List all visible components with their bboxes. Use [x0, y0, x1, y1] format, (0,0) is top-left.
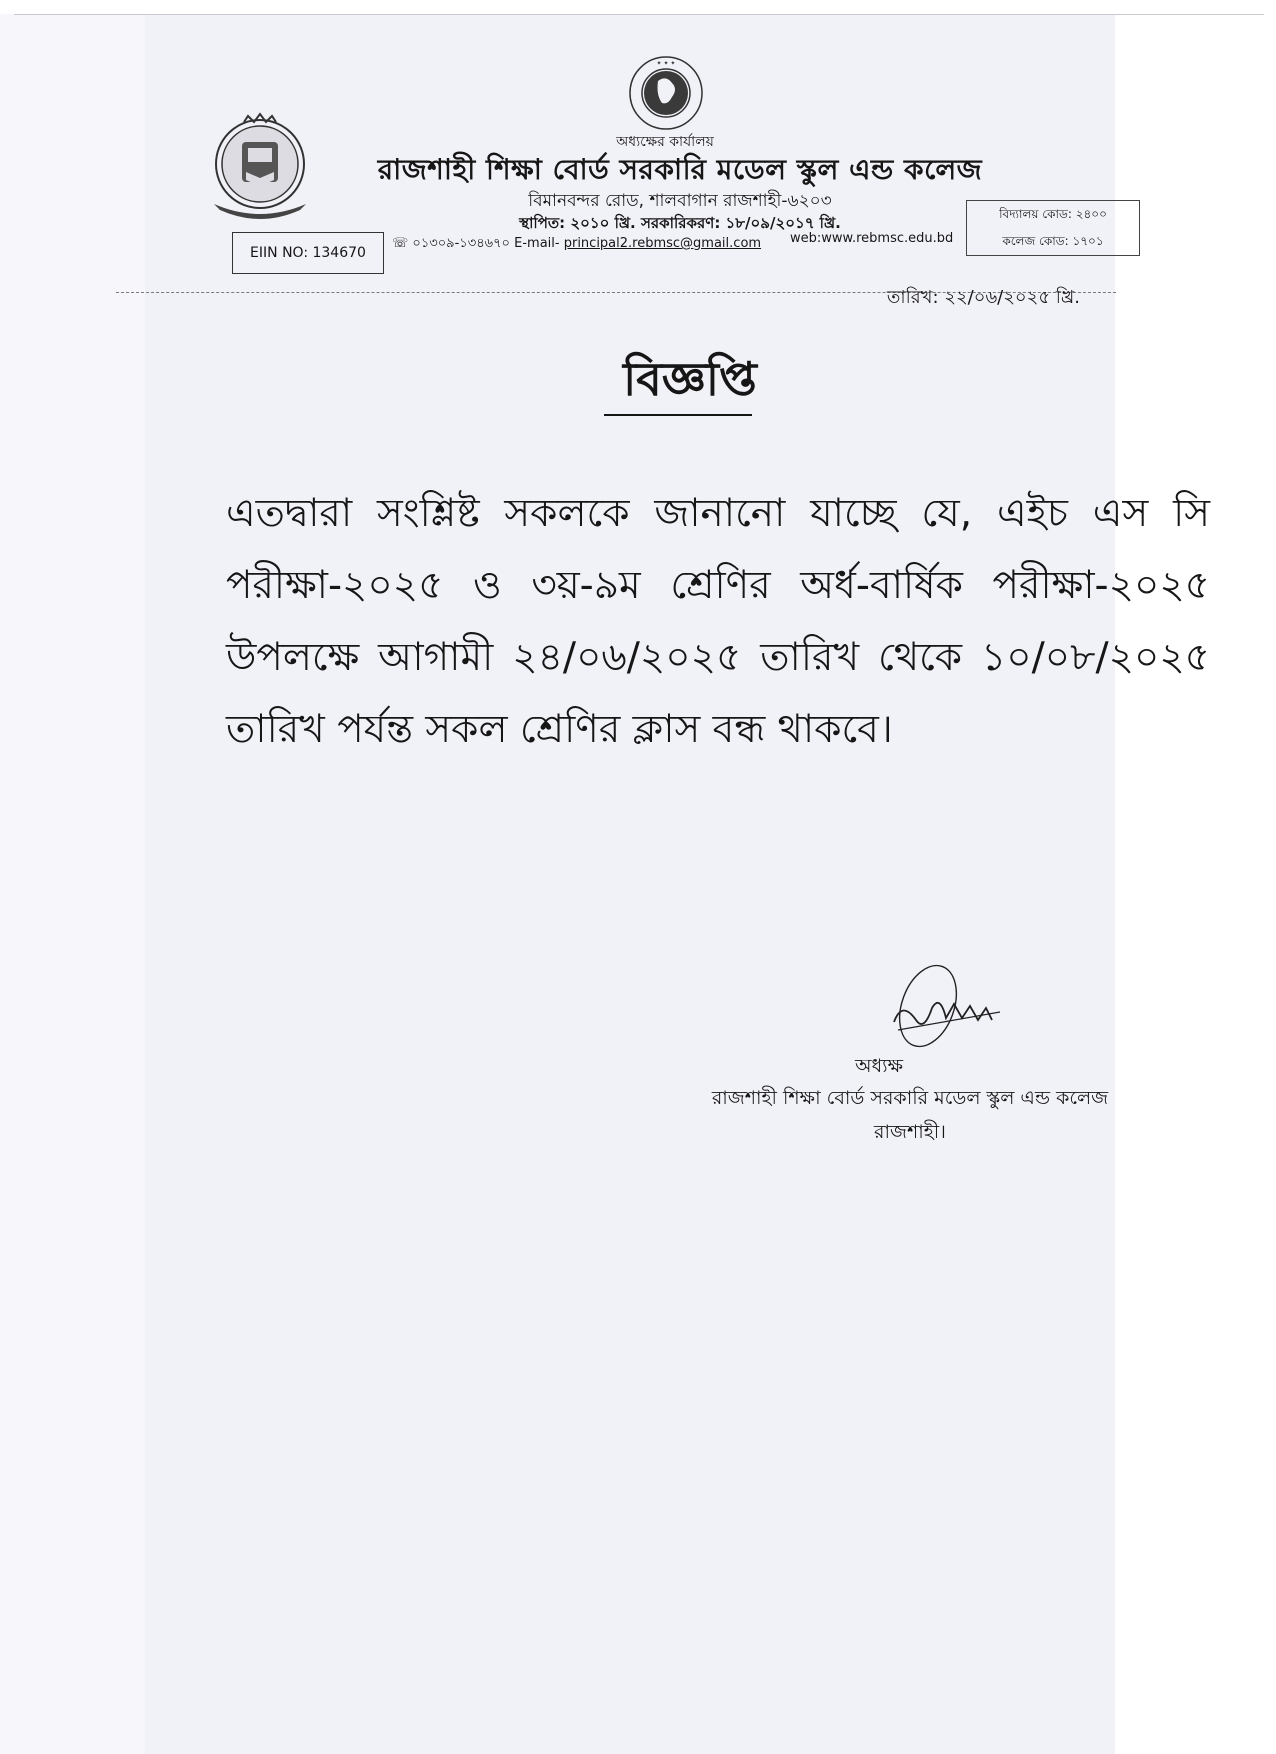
signatory-city: রাজশাহী। — [874, 1121, 946, 1143]
school-address: বিমানবন্দর রোড, শালবাগান রাজশাহী-৬২০৩ — [528, 191, 832, 211]
school-code: বিদ্যালয় কোড: ২৪০০ — [999, 207, 1107, 221]
eiin-number-box — [232, 232, 384, 274]
signatory-title: অধ্যক্ষ — [855, 1055, 904, 1077]
office-label: অধ্যক্ষের কার্যালয় — [616, 134, 714, 150]
svg-text:✦ ✦ ✦: ✦ ✦ ✦ — [656, 60, 676, 67]
college-code: কলেজ কোড: ১৭০১ — [1002, 234, 1104, 248]
email-link[interactable]: principal2.rebmsc@gmail.com — [563, 236, 762, 251]
government-seal-icon — [628, 55, 704, 131]
establishment-info: স্থাপিত: ২০১০ খ্রি. সরকারিকরণ: ১৮/০৯/২০১৭ খ্রি. — [519, 214, 841, 232]
eiin-number: EIIN NO: 134670 — [250, 245, 366, 261]
institution-code-box — [966, 200, 1140, 256]
school-logo-icon — [208, 112, 312, 222]
title-underline — [604, 414, 752, 416]
phone-number: ☏ ০১৩০৯-১৩৪৬৭০ E-mail- — [392, 236, 560, 251]
signatory-organization: রাজশাহী শিক্ষা বোর্ড সরকারি মডেল স্কুল এন্ড কলেজ — [711, 1087, 1109, 1109]
notice-date: তারিখ: ২২/০৬/২০২৫ খ্রি. — [886, 287, 1080, 308]
notice-body: এতদ্বারা সংশ্লিষ্ট সকলকে জানানো যাচ্ছে যে, এইচ এস সি পরীক্ষা-২০২৫ ও ৩য়-৯ম শ্রেণির অর্ধ-বার্ষিক পরীক্ষা-২০২৫ উপলক্ষে আগামী ২৪/০৬/২০২৫ তারিখ থেকে ১০/০৮/২০২৫ তারিখ পর্যন্ত সকল শ্রেণির ক্লাস বন্ধ থাকবে। — [226, 491, 1210, 752]
website-link[interactable]: web:www.rebmsc.edu.bd — [790, 231, 954, 246]
notice-title: বিজ্ঞপ্তি — [623, 352, 757, 406]
contact-info — [392, 234, 782, 255]
school-name: রাজশাহী শিক্ষা বোর্ড সরকারি মডেল স্কুল এন্ড কলেজ — [377, 153, 983, 186]
